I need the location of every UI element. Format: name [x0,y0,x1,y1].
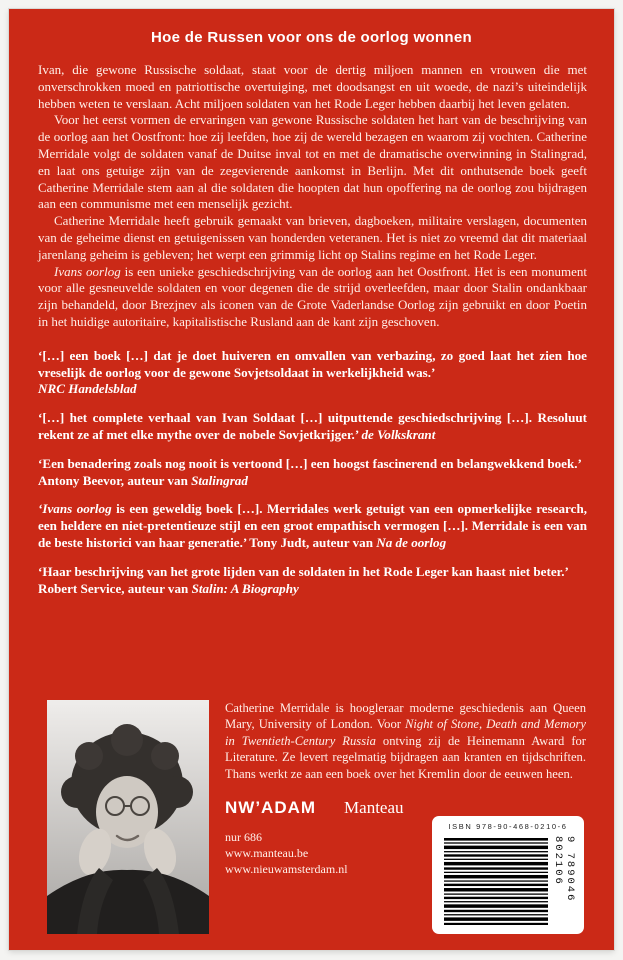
review-quote-service [38,564,587,598]
isbn-text: ISBN 978-90-468-0210-6 [448,822,568,831]
quote-source-work: Na de oorlog [376,534,447,550]
quote-text: is een geweldig boek […]. Merridales werk getuigt van een opmerkelijke research, een heldere en niet-pretentieuze stijl en een groot empathisch vermogen […]. Merridale is een van de beste historici van haar generatie.’ [38,501,588,550]
synopsis-paragraph-3: Catherine Merridale heeft gebruik gemaakt van brieven, dagboeken, militaire verslagen, documenten van de geheime dienst en getuigenissen van honderden veteranen. Het is niet zo vreemd dat dit materiaal jarenlang geheim is gebleven; het werpt een grimmig licht op Stalins regime en het Rode Leger. [38,213,587,262]
barcode [432,816,584,934]
review-quote-volkskrant [38,410,587,444]
author-photo [47,700,209,934]
quote-source: NRC Handelsblad [38,381,137,397]
bio-text-post: ontving zij de Heinemann Award for Literature. Ze levert regelmatig bijdragen aan kranten en tijdschriften. Thans werkt ze aan een boek over het Kremlin door de eeuwen heen. [225,733,586,781]
book-title-italic: Ivans oorlog [54,263,121,279]
nieuw-amsterdam-logo: NW’ADAM [225,798,317,818]
synopsis [38,62,587,331]
bio-book-title: Night of Stone, Death and Memory in Twentieth-Century Russia [225,717,586,748]
book-back-cover [9,9,614,950]
quote-source-work: Stalingrad [191,472,248,488]
barcode-bars [444,838,548,925]
website-nieuwamsterdam: www.nieuwamsterdam.nl [225,862,348,877]
synopsis-paragraph-1: Ivan, die gewone Russische soldaat, staat voor de dertig miljoen mannen en vrouwen die met onverschrokken moed en patriottische overtuiging, met doodsangst en uit woede, de nazi’s uiteindelijk hebben weten te verslaan. Acht miljoen soldaten van het Rode Leger hebben daarbij het leven gelaten. [38,62,587,111]
bio-text-pre: Catherine Merridale is hoogleraar moderne geschiedenis aan Queen Mary, University of London. Voor [225,701,586,732]
cover-headline: Hoe de Russen voor ons de oorlog wonnen [151,29,472,46]
review-quote-nrc [38,348,587,398]
quote-source-work: Stalin: A Biography [191,580,299,596]
quote-text: ‘Haar beschrijving van het grote lijden van de soldaten in het Rode Leger kan haast niet beter.’ [38,563,569,579]
quote-lead-italic: ‘Ivans oorlog [38,501,112,517]
review-quote-beevor [38,456,587,490]
quote-text: ‘[…] het complete verhaal van Ivan Soldaat […] uitputtende geschiedschrijving […]. Resoluut rekent ze af met elke mythe over de nobele Sovjetkrijger.’ [38,410,587,442]
bottom-section [47,696,586,936]
manteau-logo: Manteau [344,798,404,818]
barcode-number: 9 789046 802106 [552,836,576,903]
website-manteau: www.manteau.be [225,846,309,861]
review-quote-judt [38,501,587,551]
author-bio [225,700,586,782]
review-quotes [38,348,587,598]
quote-text: ‘Een benadering zoals nog nooit is vertoond […] een hoogst fascinerend en belangwekkend boek.’ [38,455,582,471]
quote-text: ‘[…] een boek […] dat je doet huiveren en omvallen van verbazing, zo goed laat het zien hoe vreselijk de oorlog voor de gewone Sovjetsoldaat in werkelijkheid was.’ [38,347,587,380]
quote-source-name: Tony Judt, auteur van [249,534,377,550]
quote-source-name: Antony Beevor, auteur van [38,472,192,488]
quote-source-name: Robert Service, auteur van [38,580,192,596]
synopsis-paragraph-2: Voor het eerst vormen de ervaringen van gewone Russische soldaten het hart van de beschrijving van de oorlog aan het Oostfront: hoe zij leefden, hoe zij de wereld bezagen en waarom zij vochten. Catherine Merridale volgt de soldaten vanaf de Duitse inval tot en met de dramatische overwinning in Stalingrad, en laat ons getuige zijn van de zegevierende aankomst in Berlijn. Met dit onthutsende boek geeft Catherine Merridale stem aan al die soldaten die hoopten dat hun opoffering na de oorlog zou bijdragen aan een communisme met een menselijk gezicht. [38,112,587,212]
synopsis-paragraph-4 [38,264,587,331]
quote-source: de Volkskrant [361,426,436,442]
synopsis-paragraph-4-text: is een unieke geschiedschrijving van de oorlog aan het Oostfront. Het is een monument voor alle gesneuvelde soldaten en voor degenen die de strijd overleefden, maar door Stalin ondankbaar zijn behandeld, door Brezjnev als iconen van de Grote Vaderlandse Oorlog zijn gebruikt en door Poetin in het huidige autoritaire, kapitalistische Rusland aan de kant zijn geschoven. [38,263,587,329]
nur-code: nur 686 [225,830,262,845]
